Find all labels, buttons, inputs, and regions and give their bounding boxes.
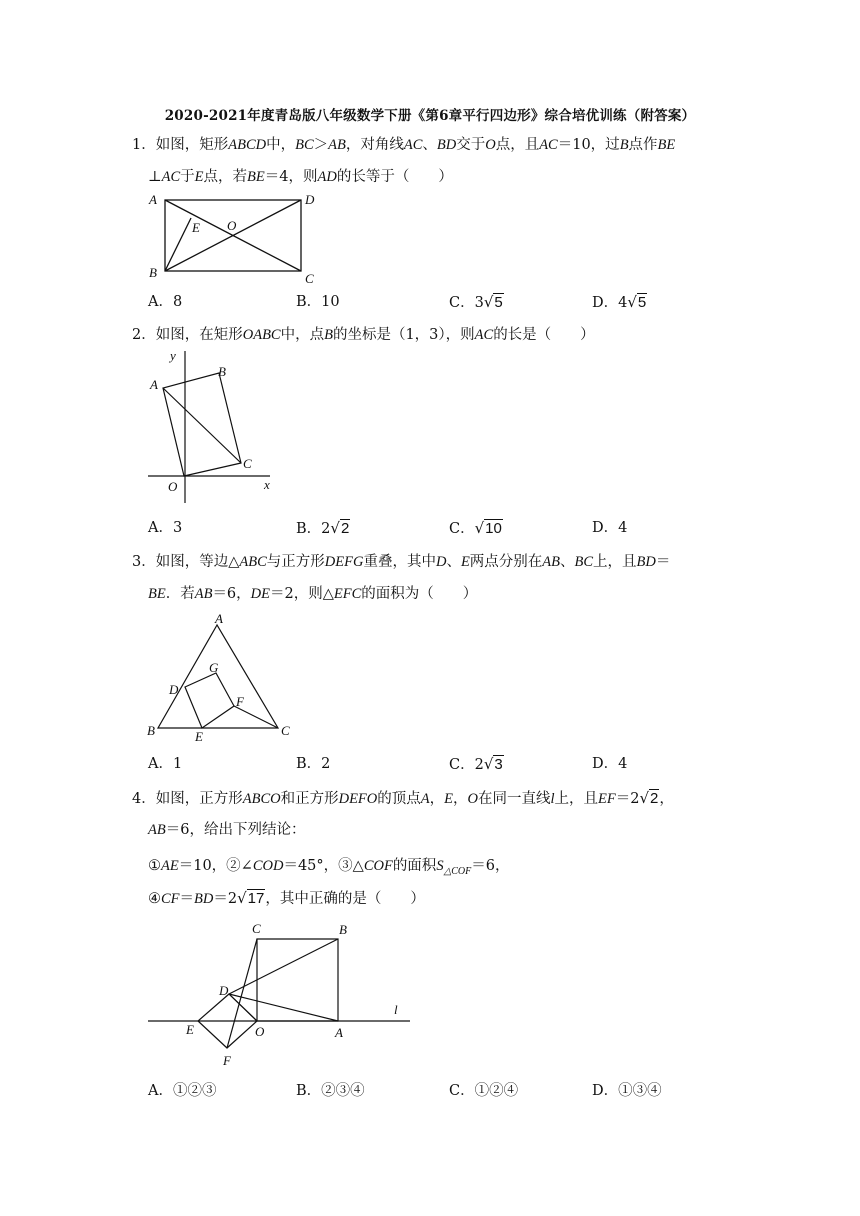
q4-squares-figure <box>140 915 420 1075</box>
q3-option-a: A．1 <box>148 756 183 772</box>
q3-label-G: G <box>209 660 219 675</box>
q4-text-line2: AB＝6，给出下列结论： <box>148 822 306 838</box>
q3-triangle-figure <box>140 608 310 748</box>
q3-label-B: B <box>147 723 155 738</box>
q1-label-A: A <box>149 192 157 207</box>
sqrt-icon: √ <box>474 519 485 537</box>
q2-option-d: D．4 <box>592 520 628 536</box>
document-title: 2020-2021年度青岛版八年级数学下册《第6章平行四边形》综合培优训练（附答案） <box>164 108 696 124</box>
q2-option-c: C．√10 <box>449 519 502 537</box>
q3-option-c: C．2√3 <box>449 755 503 773</box>
sqrt-icon: √ <box>627 293 637 311</box>
q4-label-l: l <box>394 1002 398 1017</box>
q4-label-F: F <box>223 1053 231 1068</box>
q2-label-A: A <box>150 377 158 392</box>
q1-option-a: A．8 <box>148 294 183 310</box>
q4-square-ABCO <box>257 939 338 1021</box>
q3-text-line2: BE．若AB＝6，DE＝2，则△EFC的面积为（ ） <box>148 586 478 602</box>
q4-segment-DA <box>229 994 338 1021</box>
q3-label-D: D <box>169 682 179 697</box>
q4-segment-BD <box>229 939 338 994</box>
q4-option-b: B．②③④ <box>296 1083 365 1099</box>
sqrt-icon: √ <box>483 755 494 773</box>
q1-rectangle-figure <box>140 188 340 288</box>
q3-option-d: D．4 <box>592 756 628 772</box>
q2-label-x: x <box>264 477 270 492</box>
q2-label-O: O <box>168 479 178 494</box>
q2-label-y: y <box>170 348 176 363</box>
q4-label-O: O <box>255 1024 265 1039</box>
q3-label-C: C <box>281 723 290 738</box>
q3-label-E: E <box>195 729 203 744</box>
q2-label-B: B <box>218 364 226 379</box>
q4-option-c: C．①②④ <box>449 1083 519 1099</box>
q4-segment-CF <box>227 939 257 1048</box>
q4-text-line4: ④CF＝BD＝2√17，其中正确的是（ ） <box>148 889 425 907</box>
q1-text-line1: 1．如图，矩形ABCD中，BC＞AB，对角线AC、BD交于O点，且AC＝10，过B点作BE <box>132 137 676 153</box>
q1-text-line2: ⊥AC于E点，若BE＝4，则AD的长等于（ ） <box>148 169 453 185</box>
q2-coordinate-figure <box>140 345 290 505</box>
q4-label-E: E <box>186 1022 194 1037</box>
q1-label-D: D <box>305 192 315 207</box>
q1-option-c: C．3√5 <box>449 293 503 311</box>
sqrt-icon: √ <box>237 889 247 907</box>
q2-option-b: B．2√2 <box>296 519 350 537</box>
q1-option-d: D．4√5 <box>592 293 647 311</box>
sqrt-icon: √ <box>639 789 650 807</box>
q1-label-O: O <box>227 218 237 233</box>
q4-text-line1: 4．如图，正方形ABCO和正方形DEFO的顶点A，E，O在同一直线l上，且EF＝2√2， <box>132 789 674 807</box>
q2-option-a: A．3 <box>148 520 183 536</box>
q1-label-C: C <box>305 271 314 286</box>
q1-segment-BE <box>165 218 191 271</box>
q2-text-line1: 2．如图，在矩形OABC中，点B的坐标是（1，3），则AC的长是（ ） <box>132 327 595 343</box>
q4-option-a: A．①②③ <box>148 1083 217 1099</box>
q3-square-DEFG <box>185 673 234 728</box>
q4-label-D: D <box>219 983 229 998</box>
sqrt-icon: √ <box>483 293 494 311</box>
q2-rect-OABC <box>163 373 241 476</box>
q4-label-C: C <box>252 921 261 936</box>
q2-diagonal-AC <box>163 388 241 463</box>
q1-option-b: B．10 <box>296 294 340 310</box>
q4-text-line3: ①AE＝10，②∠COD＝45°，③△COF的面积$S_{\triangle COF}=6$， <box>148 858 510 877</box>
q3-label-F: F <box>236 694 244 709</box>
q3-label-A: A <box>215 611 223 626</box>
q4-label-A: A <box>335 1025 343 1040</box>
q3-option-b: B．2 <box>296 756 331 772</box>
q3-text-line1: 3．如图，等边△ABC与正方形DEFG重叠，其中D、E两点分别在AB、BC上，且BD＝ <box>132 554 671 570</box>
q1-label-E: E <box>192 220 200 235</box>
q4-label-B: B <box>339 922 347 937</box>
sqrt-icon: √ <box>330 519 340 537</box>
q1-label-B: B <box>149 265 157 280</box>
q4-option-d: D．①③④ <box>592 1083 662 1099</box>
q2-label-C: C <box>243 456 252 471</box>
